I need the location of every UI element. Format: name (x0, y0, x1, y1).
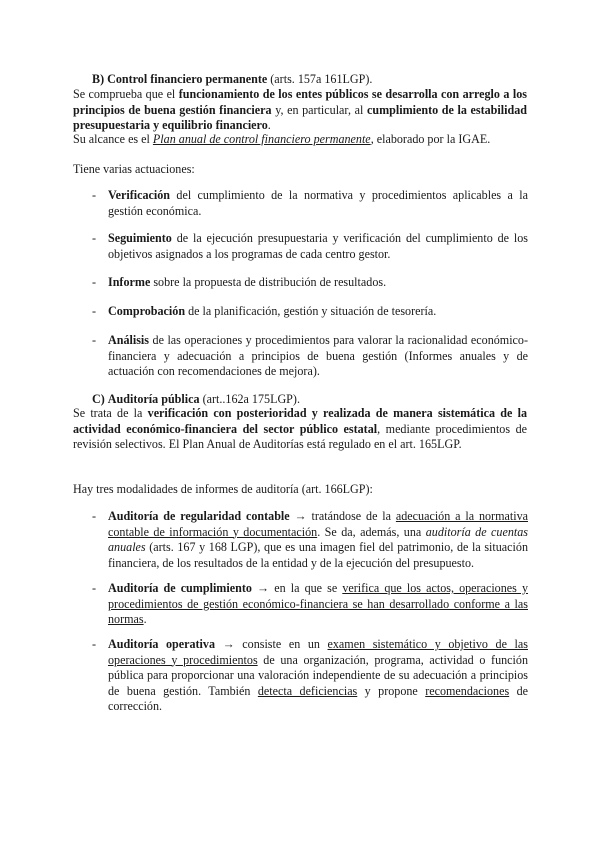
bold-run: cumplimiento de la estabilidad presupuestaria y equilibrio financiero (73, 102, 527, 133)
list-text: de la ejecución presupuestaria y verificación del cumplimiento de los objetivos asignados a los programas de cada centro gestor. (108, 231, 528, 261)
list-text: tratándose de la (311, 509, 396, 523)
list-term: Comprobación (108, 304, 186, 318)
list-term: Auditoría de regularidad contable (108, 509, 290, 523)
plan-anual-link-text: Plan anual de control financiero permanente (152, 132, 371, 146)
list-text: de corrección. (108, 683, 528, 714)
italic-run: auditoría de cuentas anuales (108, 524, 528, 555)
list-text: sobre la propuesta de distribución de resultados. (150, 275, 387, 289)
section-b-intro: Tiene varias actuaciones: (73, 162, 195, 176)
underlined-run: recomendaciones (425, 683, 510, 698)
list-term: Auditoría operativa (108, 637, 216, 651)
list-text: de las operaciones y procedimientos para valorar la racionalidad económico- financiera y adecuación a principios de buena gestión (Informes anuales y de actuación con recomendaciones de mejora). (108, 333, 528, 379)
text-run: . (267, 118, 271, 133)
list-term: Análisis (108, 333, 149, 347)
section-b-ref: (arts. 157a 161LGP). (270, 72, 373, 86)
section-b-letter: B) (92, 72, 105, 86)
list-term: Informe (108, 275, 151, 289)
section-b-paragraph-1 (73, 87, 527, 134)
list-dash: - (92, 304, 97, 318)
list-term: Verificación (108, 188, 171, 202)
arrow-icon: → (251, 581, 275, 595)
list-dash: - (92, 637, 97, 651)
underlined-run: adecuación a la normativa contable de información y documentación (108, 509, 528, 539)
section-c-intro: Hay tres modalidades de informes de auditoría (art. 166LGP): (73, 482, 373, 496)
bold-run: verificación con posterioridad y realizada de manera sistemática de la actividad económico-financiera del sector público estatal (73, 406, 527, 436)
list-dash: - (92, 231, 97, 245)
underlined-run: examen sistemático y objetivo de las operaciones y procedimientos (108, 637, 528, 667)
list-text: del cumplimiento de la normativa y procedimientos aplicables a la gestión económica. (108, 188, 528, 218)
text-run: , mediante procedimientos de revisión selectivos. El Plan Anual de Auditorías está regulado en el art. 165LGP. (73, 421, 527, 452)
list-text: y propone (357, 683, 426, 698)
text-run: y, en particular, al (271, 102, 367, 117)
list-term: Auditoría de cumplimiento (108, 581, 252, 595)
bold-run: funcionamiento de los entes públicos se desarrolla con arreglo a los principios de buena gestión financiera (73, 87, 527, 117)
section-b-heading (92, 72, 522, 88)
section-c-paragraph-1 (73, 406, 527, 453)
list-dash: - (92, 581, 97, 595)
list-text: (arts. 167 y 168 LGP), que es una imagen fiel del patrimonio, de la situación financiera, de los resultados de la entidad y de la ejecución del presupuesto. (108, 540, 528, 570)
list-text: de una organización, programa, actividad o función pública para proporcionar una valoración independiente de su adecuación a principios de buena gestión. También (108, 652, 528, 698)
list-dash: - (92, 509, 97, 523)
list-text: consiste en un (242, 637, 328, 651)
list-dash: - (92, 275, 97, 289)
section-c-title: Auditoría pública (107, 392, 200, 406)
arrow-icon: → (215, 637, 243, 651)
list-text: . (143, 612, 147, 627)
underlined-run: detecta deficiencias (257, 683, 358, 698)
list-text: de la planificación, gestión y situación de tesorería. (185, 304, 437, 318)
list-dash: - (92, 188, 97, 202)
section-c-letter: C) (92, 392, 105, 406)
section-b-paragraph-2 (73, 132, 527, 148)
text-run: Su alcance es el (73, 132, 153, 146)
arrow-icon: → (289, 509, 312, 523)
underlined-run: verifica que los actos, operaciones y procedimientos de gestión económico-financiera se han desarrollado conforme a las normas (108, 581, 528, 627)
list-text: . Se da, además, una (317, 524, 426, 539)
list-text: en la que se (274, 581, 343, 595)
text-run: Se comprueba que el (73, 87, 179, 101)
text-run: Se trata de la (73, 406, 148, 420)
list-dash: - (92, 333, 97, 347)
text-run: , elaborado por la IGAE. (370, 132, 491, 146)
section-c-ref: (art..162a 175LGP). (202, 392, 300, 406)
section-b-title: Control financiero permanente (107, 72, 268, 86)
list-term: Seguimiento (108, 231, 172, 245)
